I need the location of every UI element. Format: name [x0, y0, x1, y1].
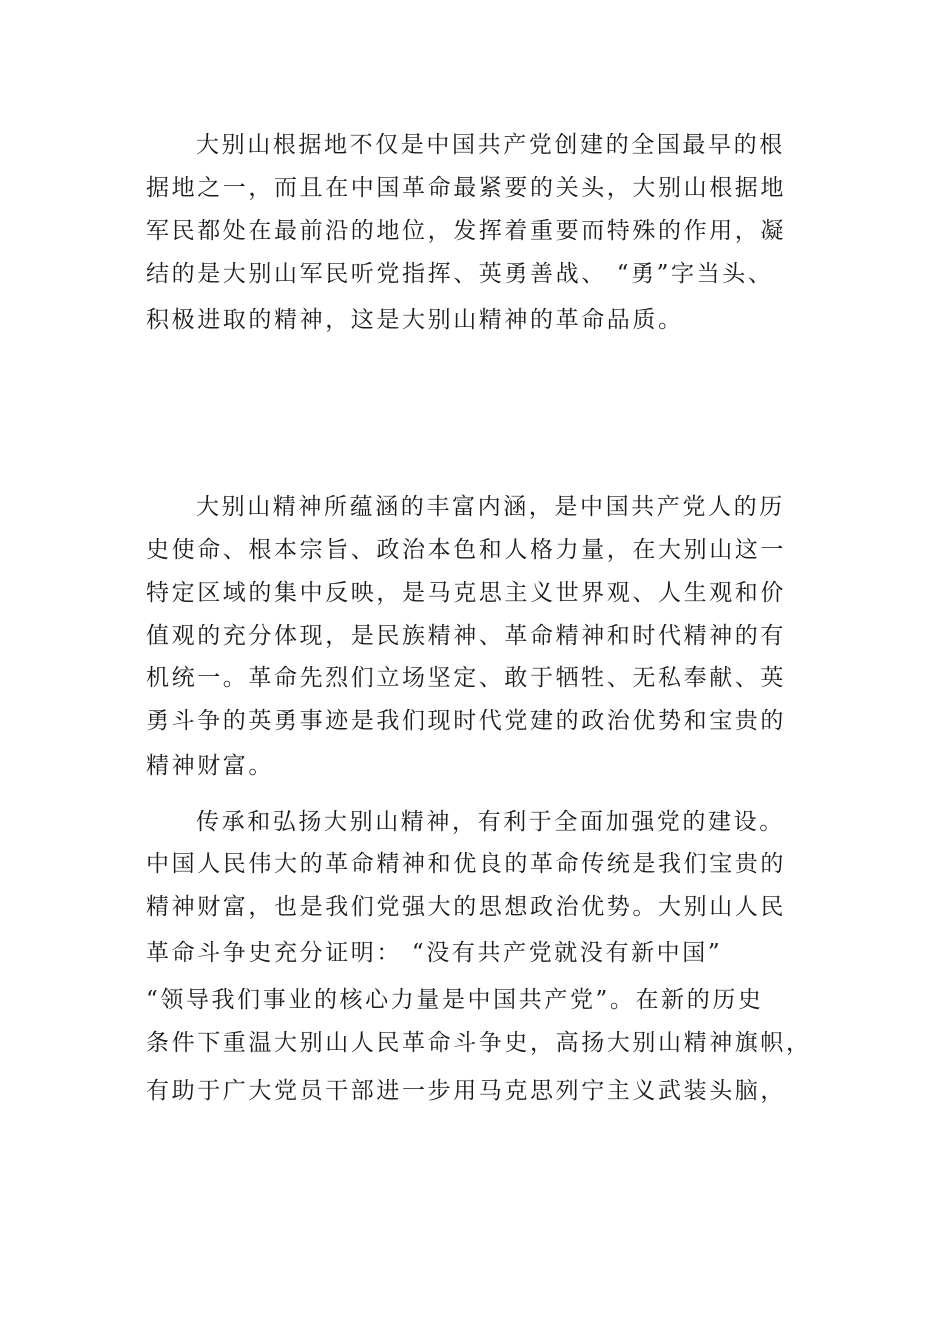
- paragraph-2-line-1: 大别山精神所蕴涵的丰富内涵，是中国共产党人的历: [196, 494, 785, 520]
- paragraph-3-line-4: 革命斗争史充分证明： “没有共产党就没有新中国”: [146, 940, 723, 966]
- paragraph-1-line-1: 大别山根据地不仅是中国共产党创建的全国最早的根: [196, 132, 785, 158]
- paragraph-2-line-2: 史使命、根本宗旨、政治本色和人格力量，在大别山这一: [146, 537, 786, 563]
- paragraph-1-line-5: 积极进取的精神，这是大别山精神的革命品质。: [146, 307, 684, 333]
- paragraph-1-line-4: 结的是大别山军民听党指挥、英勇善战、 “勇”字当头、: [146, 261, 774, 287]
- paragraph-3-line-2: 中国人民伟大的革命精神和优良的革命传统是我们宝贵的: [146, 851, 786, 877]
- paragraph-3-line-1: 传承和弘扬大别山精神，有利于全面加强党的建设。: [196, 809, 785, 835]
- paragraph-1-line-2: 据地之一，而且在中国革命最紧要的关头，大别山根据地: [146, 175, 786, 201]
- paragraph-2-line-7: 精神财富。: [146, 753, 274, 779]
- paragraph-2-line-3: 特定区域的集中反映，是马克思主义世界观、人生观和价: [146, 580, 786, 606]
- paragraph-3-line-5: “领导我们事业的核心力量是中国共产党”。在新的历史: [146, 987, 764, 1013]
- paragraph-3-line-3: 精神财富，也是我们党强大的思想政治优势。大别山人民: [146, 894, 786, 920]
- paragraph-3-line-7: 有助于广大党员干部进一步用马克思列宁主义武装头脑，: [146, 1078, 786, 1104]
- paragraph-2-line-6: 勇斗争的英勇事迹是我们现时代党建的政治优势和宝贵的: [146, 708, 786, 734]
- paragraph-1-line-3: 军民都处在最前沿的地位，发挥着重要而特殊的作用，凝: [146, 218, 786, 244]
- paragraph-2-line-5: 机统一。革命先烈们立场坚定、敢于牺牲、无私奉献、英: [146, 665, 786, 691]
- paragraph-2-line-4: 值观的充分体现，是民族精神、革命精神和时代精神的有: [146, 623, 786, 649]
- paragraph-3-line-6: 条件下重温大别山人民革命斗争史，高扬大别山精神旗帜，: [146, 1030, 812, 1056]
